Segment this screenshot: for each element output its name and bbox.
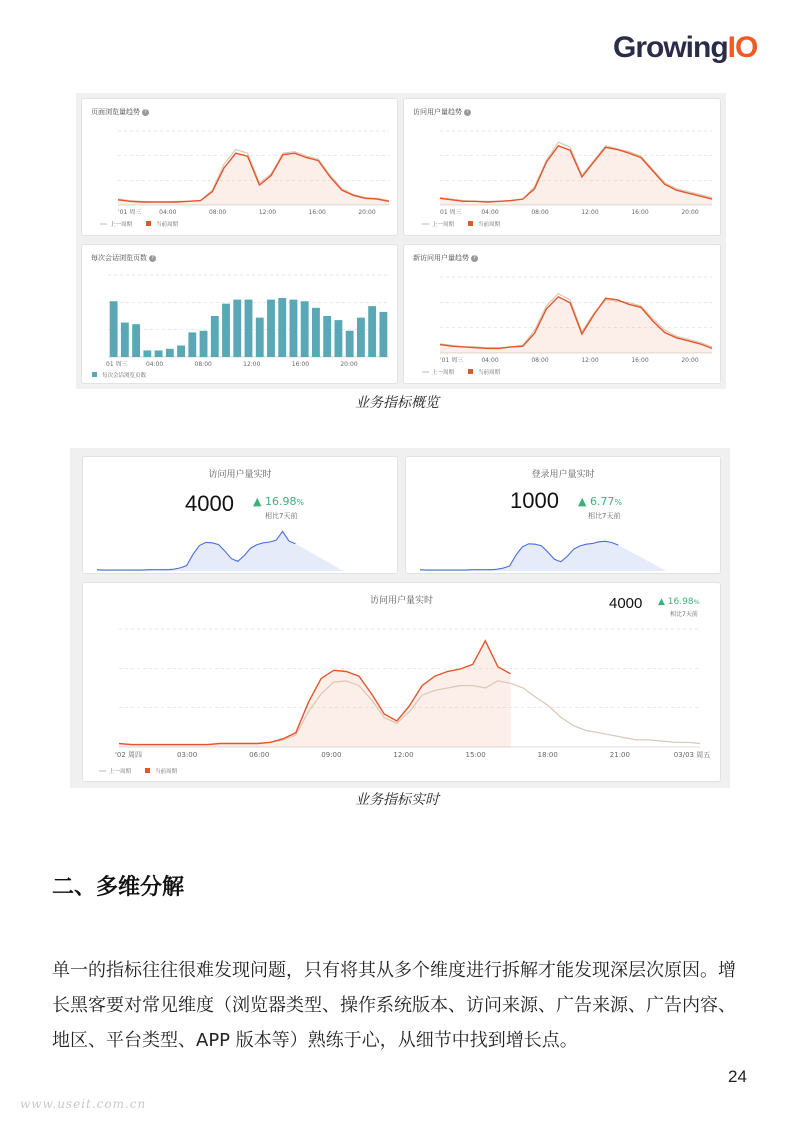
x-tick-label: 08:00 [531, 209, 549, 216]
chart-value: 4000 [609, 595, 643, 612]
x-tick-label: 04:00 [481, 357, 499, 364]
realtime-visitor-sparkline [83, 457, 398, 574]
current-period-area [118, 153, 389, 205]
bar [132, 324, 140, 357]
card-title: 登录用户量实时 [531, 470, 595, 480]
bar [256, 318, 264, 357]
sparkline-area [420, 541, 666, 571]
page-number: 24 [728, 1067, 747, 1086]
legend-swatch [468, 369, 473, 374]
card-compare-label: 相比7天前 [265, 512, 298, 520]
x-tick-label: 12:00 [243, 361, 261, 368]
bar [166, 349, 174, 357]
realtime-login-card [405, 456, 721, 574]
legend-label: 上一周期 [432, 370, 455, 376]
current-period-area [440, 146, 712, 205]
bar [155, 350, 163, 357]
card-delta: ▲ 6.77% [578, 495, 622, 508]
visitor-trend-chart [404, 99, 721, 236]
current-period-area [440, 297, 712, 353]
panel-title: 页面浏览量趋势 [91, 108, 140, 116]
bar [368, 306, 376, 357]
legend-swatch [468, 221, 473, 226]
x-tick-label: 04:00 [159, 209, 177, 216]
x-tick-label: 20:00 [681, 209, 699, 216]
panel-title: 访问用户量趋势 [413, 108, 462, 116]
bar [267, 300, 275, 357]
bar [121, 323, 129, 357]
legend-swatch [145, 768, 150, 773]
bar [346, 331, 354, 357]
legend-label: 每次会话浏览页数 [102, 373, 147, 379]
x-tick-label: 08:00 [531, 357, 549, 364]
bar [357, 318, 365, 357]
x-tick-label: 20:00 [340, 361, 358, 368]
realtime-visitor-line-chart [83, 583, 721, 782]
x-tick-label: '01 周三 [440, 357, 464, 364]
x-tick-label: 08:00 [194, 361, 212, 368]
page-views-trend-panel [81, 98, 398, 236]
legend-swatch [92, 372, 97, 377]
x-tick-label: 21:00 [609, 751, 630, 759]
legend-label: 上一周期 [110, 222, 133, 228]
bar [290, 300, 298, 357]
x-tick-label: '02 周四 [115, 751, 143, 759]
bar [312, 308, 320, 357]
x-tick-label: 20:00 [681, 357, 699, 364]
x-tick-label: '01 周三 [118, 209, 142, 216]
legend-label: 上一周期 [432, 222, 455, 228]
x-tick-label: 03/03 周五 [673, 751, 711, 759]
figure2-caption: 业务指标实时 [355, 792, 439, 808]
bar [211, 316, 219, 357]
x-tick-label: 16:00 [631, 209, 649, 216]
x-tick-label: 12:00 [581, 357, 599, 364]
growingio-logo [613, 28, 757, 68]
bar [278, 298, 286, 357]
delta-value: 16.98 [264, 495, 297, 508]
x-tick-label: 20:00 [358, 209, 376, 216]
card-value: 4000 [185, 491, 234, 516]
watermark: www.useit.com.cn [20, 1097, 147, 1111]
x-tick-label: 16:00 [291, 361, 310, 368]
bar [188, 332, 196, 357]
new-visitor-trend-chart [404, 245, 721, 384]
pages-per-session-chart [82, 245, 398, 384]
bar [177, 346, 185, 357]
logo-accent-text: IO [727, 31, 758, 64]
business-overview-figure [76, 93, 726, 389]
legend-label: 当前周期 [478, 222, 501, 228]
x-tick-label: 18:00 [537, 751, 558, 759]
realtime-visitor-card [82, 456, 398, 574]
bar [233, 300, 241, 357]
delta-unit: % [614, 498, 622, 507]
panel-title: 新访问用户量趋势 [413, 254, 469, 262]
delta-value: 16.98 [667, 597, 694, 607]
bar [301, 301, 309, 357]
bar [143, 350, 151, 357]
bar [222, 304, 230, 357]
legend-label: 上一周期 [109, 769, 132, 775]
realtime-visitor-chart-panel [82, 582, 721, 782]
card-value: 1000 [510, 488, 559, 513]
help-icon[interactable]: ? [471, 255, 478, 262]
page-views-trend-chart [82, 99, 398, 236]
legend-label: 当前周期 [155, 769, 178, 775]
chart-title: 访问用户量实时 [369, 596, 433, 606]
legend-label: 当前周期 [478, 370, 501, 376]
figure1-caption: 业务指标概览 [355, 395, 439, 411]
x-tick-label: 08:00 [208, 209, 227, 216]
new-visitor-trend-panel [403, 244, 721, 384]
x-tick-label: 12:00 [258, 209, 277, 216]
card-delta: ▲ 16.98% [253, 495, 304, 508]
card-compare-label: 相比7天前 [588, 512, 621, 520]
bar [110, 301, 118, 357]
x-tick-label: 15:00 [465, 751, 486, 759]
x-tick-label: 16:00 [308, 209, 326, 216]
realtime-login-sparkline [406, 457, 721, 574]
delta-unit: % [693, 598, 700, 606]
business-realtime-figure [70, 448, 730, 788]
x-tick-label: 12:00 [393, 751, 414, 759]
bar [334, 320, 342, 357]
delta-value: 6.77 [589, 495, 615, 508]
chart-delta: ▲ 16.98% [658, 597, 700, 607]
pages-per-session-panel [81, 244, 398, 384]
x-tick-label: 04:00 [481, 209, 499, 216]
bar [245, 300, 253, 357]
x-tick-label: 04:00 [145, 361, 164, 368]
x-tick-label: 01 周三 [106, 361, 128, 368]
help-icon[interactable]: ? [464, 109, 471, 116]
bar [379, 312, 387, 357]
help-icon[interactable]: ? [142, 109, 149, 116]
x-tick-label: 03:00 [177, 751, 198, 759]
legend-swatch [146, 221, 151, 226]
visitor-trend-panel [403, 98, 721, 236]
section-heading: 二、多维分解 [52, 875, 185, 900]
delta-unit: % [296, 498, 304, 507]
legend-label: 当前周期 [156, 222, 179, 228]
x-tick-label: 01 周三 [440, 209, 462, 216]
card-title: 访问用户量实时 [208, 470, 272, 480]
sparkline-area [97, 531, 343, 571]
current-period-area [119, 641, 511, 747]
bar [200, 331, 208, 357]
logo-main-text: Growing [613, 31, 728, 64]
help-icon[interactable]: ? [149, 255, 156, 262]
x-tick-label: 12:00 [581, 209, 599, 216]
x-tick-label: 16:00 [631, 357, 649, 364]
panel-title: 每次会话浏览页数 [91, 254, 147, 262]
chart-compare-label: 相比7天前 [670, 611, 698, 618]
x-tick-label: 06:00 [249, 751, 270, 759]
x-tick-label: 09:00 [321, 751, 342, 759]
bar [323, 316, 331, 357]
section-paragraph: 单一的指标往往很难发现问题，只有将其从多个维度进行拆解才能发现深层次原因。增长黑客要对常见维度（浏览器类型、操作系统版本、访问来源、广告来源、广告内容、地区、平台类型、APP 版本等）熟练于心，从细节中找到增长点。 [52, 960, 736, 1051]
